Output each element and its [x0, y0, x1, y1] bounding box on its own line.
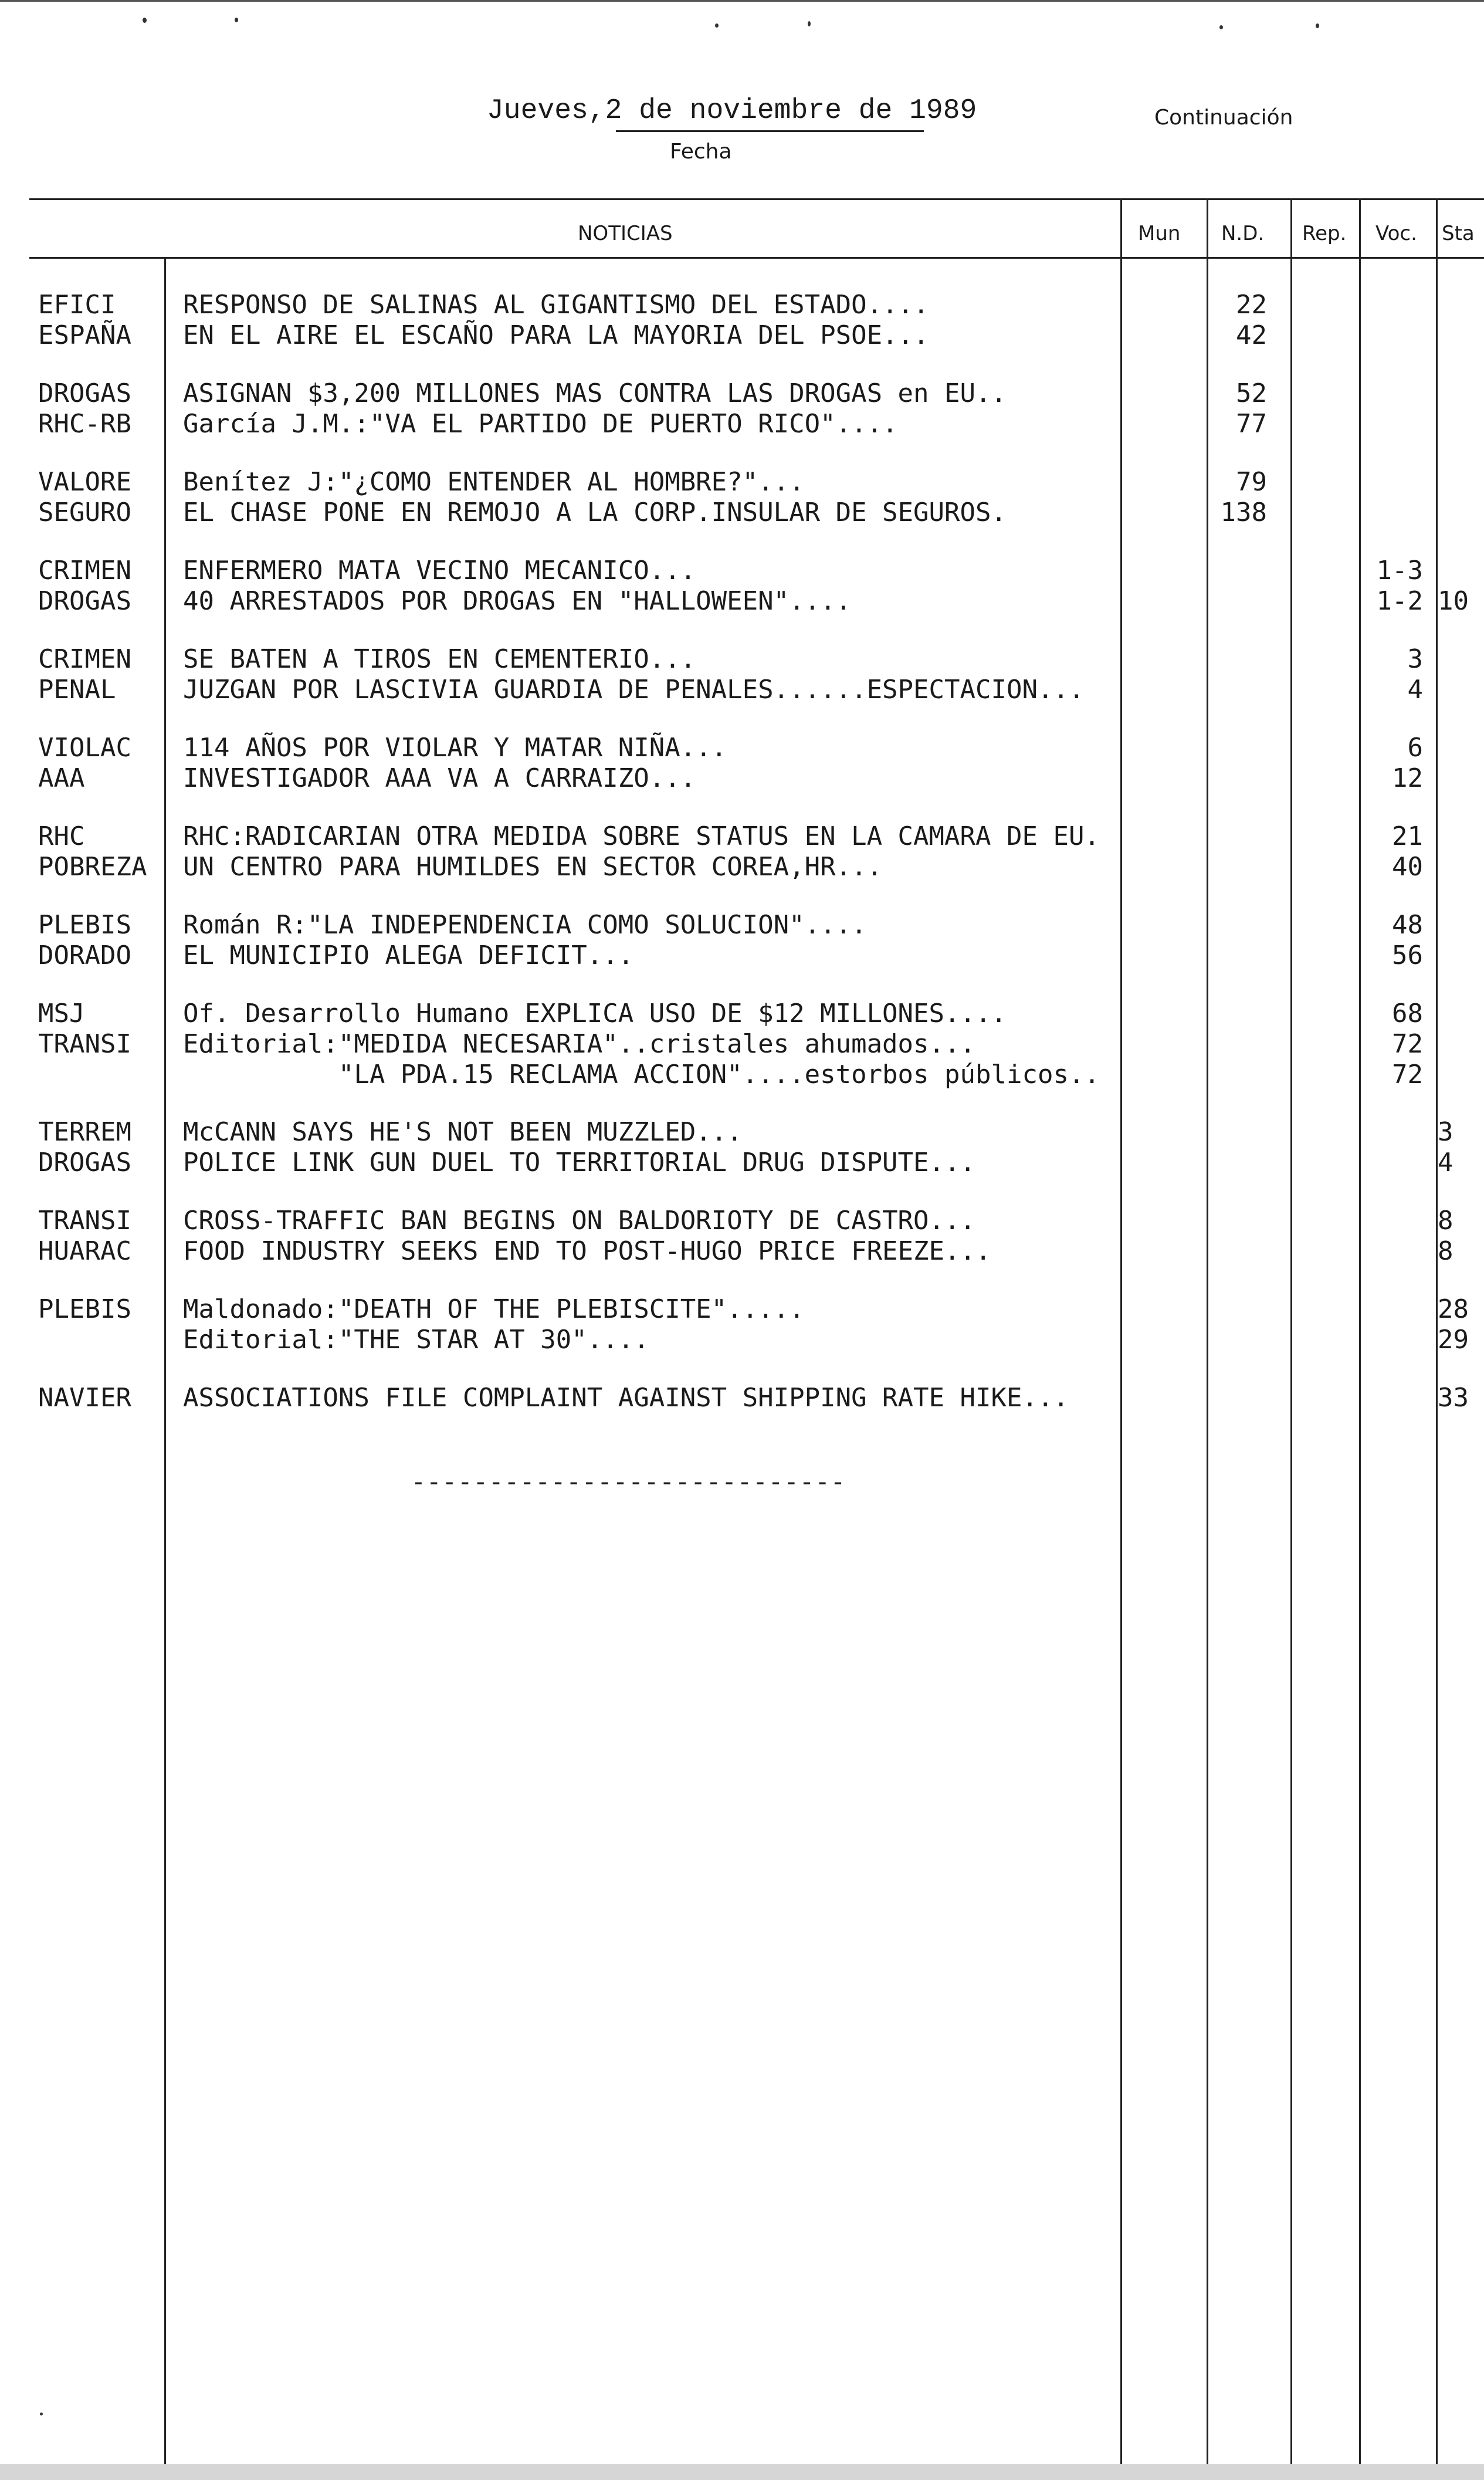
row-voc: 48 [1392, 910, 1423, 940]
row-title: FOOD INDUSTRY SEEKS END TO POST-HUGO PRICE FREEZE... [183, 1236, 991, 1266]
row-code: MSJ [38, 999, 85, 1028]
row-title: "LA PDA.15 RECLAMA ACCION"....estorbos públicos.. [183, 1060, 1100, 1090]
row-code: POBREZA [38, 852, 147, 882]
row-code: ESPAÑA [38, 320, 131, 350]
row-voc: 72 [1392, 1060, 1423, 1090]
row-title: McCANN SAYS HE'S NOT BEEN MUZZLED... [183, 1117, 743, 1147]
row-sta: 10 [1438, 586, 1469, 616]
row-code: PLEBIS [38, 1294, 131, 1324]
row-title: Editorial:"THE STAR AT 30".... [183, 1325, 649, 1355]
row-sta: 8 [1438, 1206, 1453, 1236]
table-row [0, 1294, 1484, 1325]
column-header-nd: N.D. [1221, 222, 1265, 245]
table-row [0, 378, 1484, 409]
row-voc: 68 [1392, 999, 1423, 1028]
row-code: HUARAC [38, 1236, 131, 1266]
table-row [0, 1029, 1484, 1060]
row-code: EFICI [38, 290, 116, 320]
column-header-mun: Mun [1138, 222, 1181, 245]
row-title: JUZGAN POR LASCIVIA GUARDIA DE PENALES......ESPECTACION... [183, 675, 1085, 705]
row-sta: 28 [1438, 1294, 1469, 1324]
row-code: PLEBIS [38, 910, 131, 940]
row-title: 40 ARRESTADOS POR DROGAS EN "HALLOWEEN".... [183, 586, 852, 616]
table-row [0, 852, 1484, 882]
table-row [0, 556, 1484, 586]
row-code: CRIMEN [38, 644, 131, 674]
scan-speck [235, 18, 238, 22]
row-title: INVESTIGADOR AAA VA A CARRAIZO... [183, 763, 696, 793]
date-underline [616, 130, 924, 132]
table-row [0, 644, 1484, 675]
document-date: Jueves,2 de noviembre de 1989 [487, 95, 977, 127]
row-code: NAVIER [38, 1383, 131, 1413]
row-title: ASSOCIATIONS FILE COMPLAINT AGAINST SHIPPING RATE HIKE... [183, 1383, 1069, 1413]
row-title: UN CENTRO PARA HUMILDES EN SECTOR COREA,HR... [183, 852, 883, 882]
row-title: EN EL AIRE EL ESCAÑO PARA LA MAYORIA DEL PSOE... [183, 320, 929, 350]
scan-speck [143, 18, 147, 23]
row-sta: 4 [1438, 1148, 1453, 1178]
row-title: CROSS-TRAFFIC BAN BEGINS ON BALDORIOTY DE CASTRO... [183, 1206, 976, 1236]
table-row [0, 1236, 1484, 1267]
scan-speck [715, 23, 719, 28]
row-title: SE BATEN A TIROS EN CEMENTERIO... [183, 644, 696, 674]
row-title: Editorial:"MEDIDA NECESARIA"..cristales ahumados... [183, 1029, 976, 1059]
row-voc: 4 [1407, 675, 1423, 705]
row-voc: 12 [1392, 763, 1423, 793]
table-row [0, 1383, 1484, 1413]
column-header-rep: Rep. [1302, 222, 1347, 245]
row-code: SEGURO [38, 498, 131, 527]
row-code: RHC-RB [38, 409, 131, 439]
table-row [0, 467, 1484, 498]
row-title: EL MUNICIPIO ALEGA DEFICIT... [183, 940, 634, 970]
continuation-label: Continuación [1154, 106, 1293, 130]
row-title: POLICE LINK GUN DUEL TO TERRITORIAL DRUG DISPUTE... [183, 1148, 976, 1178]
row-title: Benítez J:"¿COMO ENTENDER AL HOMBRE?"... [183, 467, 805, 497]
scan-speck [40, 2413, 43, 2415]
row-title: García J.M.:"VA EL PARTIDO DE PUERTO RICO".... [183, 409, 898, 439]
row-title: ENFERMERO MATA VECINO MECANICO... [183, 556, 696, 586]
table-row [0, 675, 1484, 705]
table-row [0, 733, 1484, 763]
row-sta: 29 [1438, 1325, 1469, 1355]
table-row [0, 1206, 1484, 1236]
row-code: DROGAS [38, 586, 131, 616]
scan-top-edge [0, 0, 1484, 2]
column-header-voc: Voc. [1375, 222, 1417, 245]
row-nd: 77 [1236, 409, 1267, 439]
row-code: VIOLAC [38, 733, 131, 763]
row-title: 114 AÑOS POR VIOLAR Y MATAR NIÑA... [183, 733, 727, 763]
row-code: TERREM [38, 1117, 131, 1147]
table-row [0, 1060, 1484, 1090]
row-code: DROGAS [38, 1148, 131, 1178]
scan-speck [1219, 25, 1223, 29]
row-voc: 72 [1392, 1029, 1423, 1059]
table-row [0, 940, 1484, 971]
row-title: ASIGNAN $3,200 MILLONES MAS CONTRA LAS DROGAS en EU.. [183, 378, 1007, 408]
row-nd: 79 [1236, 467, 1267, 497]
row-code: DROGAS [38, 378, 131, 408]
row-voc: 40 [1392, 852, 1423, 882]
row-code: VALORE [38, 467, 131, 497]
table-row [0, 1117, 1484, 1148]
row-code: RHC [38, 821, 85, 851]
scan-speck [808, 21, 811, 26]
table-row [0, 290, 1484, 320]
row-voc: 6 [1407, 733, 1423, 763]
row-voc: 3 [1407, 644, 1423, 674]
row-code: PENAL [38, 675, 116, 705]
table-row [0, 1148, 1484, 1178]
row-sta: 3 [1438, 1117, 1453, 1147]
row-voc: 56 [1392, 940, 1423, 970]
row-voc: 1-2 [1376, 586, 1423, 616]
date-label: Fecha [670, 140, 732, 164]
row-title: RHC:RADICARIAN OTRA MEDIDA SOBRE STATUS EN LA CAMARA DE EU. [183, 821, 1100, 851]
row-nd: 42 [1236, 320, 1267, 350]
row-nd: 138 [1220, 498, 1267, 527]
table-row [0, 821, 1484, 852]
row-code: CRIMEN [38, 556, 131, 586]
row-sta: 33 [1438, 1383, 1469, 1413]
row-nd: 52 [1236, 378, 1267, 408]
table-row [0, 586, 1484, 617]
row-sta: 8 [1438, 1236, 1453, 1266]
table-row [0, 320, 1484, 351]
column-header-sta: Sta [1442, 222, 1475, 245]
table-row [0, 498, 1484, 528]
end-of-list-rule: ---------------------------- [411, 1467, 846, 1497]
table-row [0, 910, 1484, 940]
scan-bottom-edge [0, 2464, 1484, 2480]
row-title: Of. Desarrollo Humano EXPLICA USO DE $12 MILLONES.... [183, 999, 1007, 1028]
column-header-noticias: NOTICIAS [578, 222, 673, 245]
table-header-rule [29, 257, 1484, 259]
table-row [0, 999, 1484, 1029]
row-voc: 1-3 [1376, 556, 1423, 586]
row-title: Maldonado:"DEATH OF THE PLEBISCITE"..... [183, 1294, 805, 1324]
table-row [0, 1325, 1484, 1355]
row-code: TRANSI [38, 1206, 131, 1236]
table-row [0, 409, 1484, 439]
row-nd: 22 [1236, 290, 1267, 320]
table-row [0, 763, 1484, 794]
row-code: AAA [38, 763, 85, 793]
row-title: Román R:"LA INDEPENDENCIA COMO SOLUCION".... [183, 910, 867, 940]
row-code: DORADO [38, 940, 131, 970]
row-title: RESPONSO DE SALINAS AL GIGANTISMO DEL ESTADO.... [183, 290, 929, 320]
row-voc: 21 [1392, 821, 1423, 851]
table-top-rule [29, 198, 1484, 200]
row-title: EL CHASE PONE EN REMOJO A LA CORP.INSULAR DE SEGUROS. [183, 498, 1007, 527]
row-code: TRANSI [38, 1029, 131, 1059]
scan-speck [1316, 23, 1319, 28]
